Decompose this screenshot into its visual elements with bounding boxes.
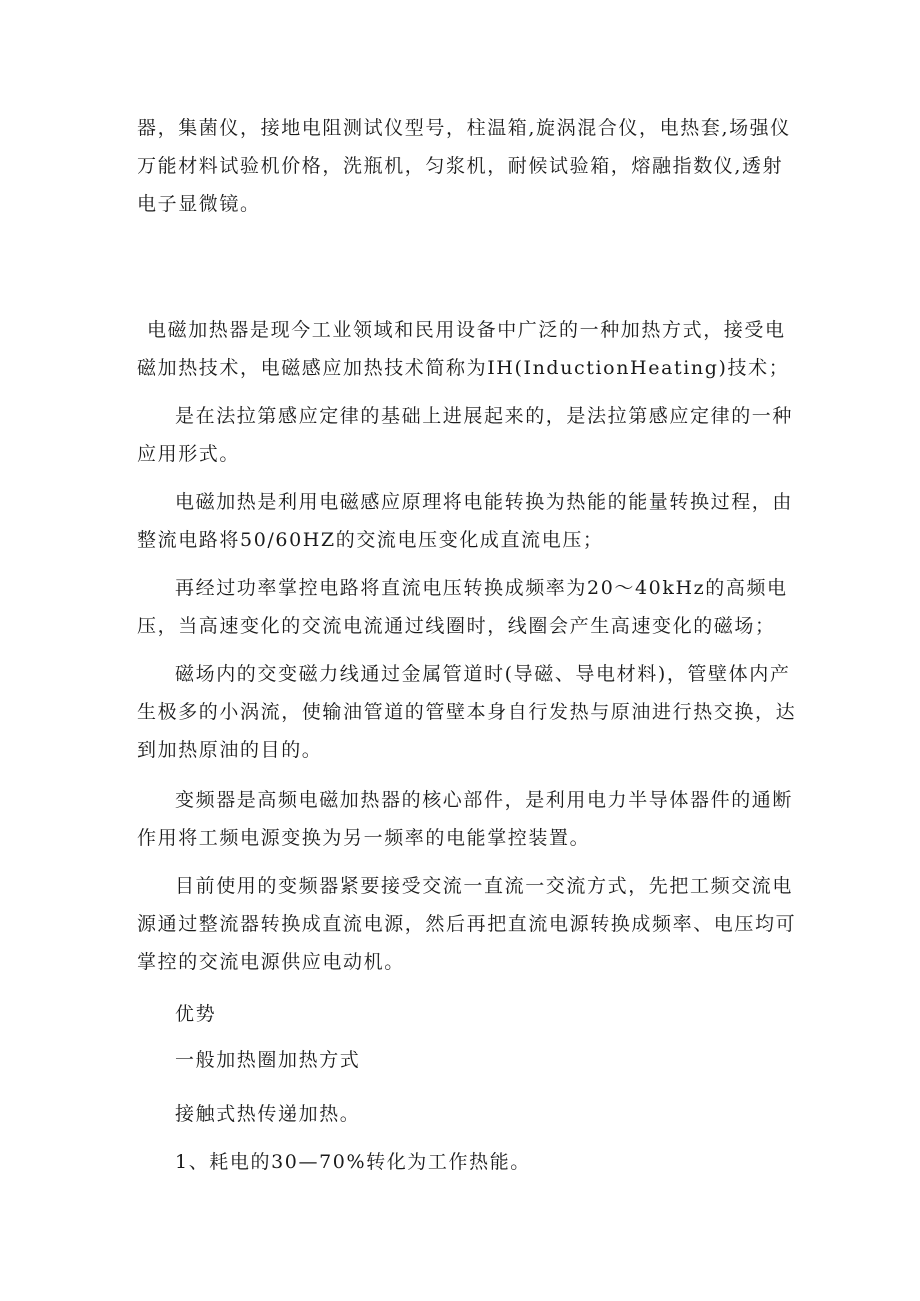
paragraph-10: 一般加热圈加热方式: [175, 1049, 361, 1071]
paragraph-12: 1、耗电的30—70%转化为工作热能。: [175, 1151, 531, 1173]
paragraph-6: 磁场内的交变磁力线通过金属管道时(导磁、导电材料)，管壁体内产生极多的小涡流，使输油管道的管壁本身自行发热与原油进行热交换，达到加热原油的目的。: [137, 663, 797, 761]
paragraph-5: 再经过功率掌控电路将直流电压转换成频率为20～40kHz的高频电压，当高速变化的交流电流通过线圈时，线圈会产生高速变化的磁场；: [137, 577, 788, 637]
paragraph-8: 目前使用的变频器紧要接受交流一直流一交流方式，先把工频交流电源通过整流器转换成直流电源，然后再把直流电源转换成频率、电压均可掌控的交流电源供应电动机。: [137, 875, 797, 973]
paragraph-11: 接触式热传递加热。: [175, 1103, 361, 1125]
paragraph-7: 变频器是高频电磁加热器的核心部件，是利用电力半导体器件的通断作用将工频电源变换为另一频率的电能掌控装置。: [137, 789, 794, 849]
paragraph-4: 电磁加热是利用电磁感应原理将电能转换为热能的能量转换过程，由整流电路将50/60HZ的交流电压变化成直流电压；: [137, 491, 794, 551]
paragraph-3: 是在法拉第感应定律的基础上进展起来的，是法拉第感应定律的一种应用形式。: [137, 405, 794, 465]
paragraph-9: 优势: [175, 1003, 217, 1025]
paragraph-1: 器，集菌仪，接地电阻测试仪型号，柱温箱,旋涡混合仪，电热套,场强仪万能材料试验机价格，洗瓶机，匀浆机，耐候试验箱，熔融指数仪,透射电子显微镜。: [137, 117, 791, 215]
paragraph-2: 电磁加热器是现今工业领域和民用设备中广泛的一种加热方式，接受电磁加热技术，电磁感应加热技术简称为IH(InductionHeating)技术；: [137, 319, 790, 379]
